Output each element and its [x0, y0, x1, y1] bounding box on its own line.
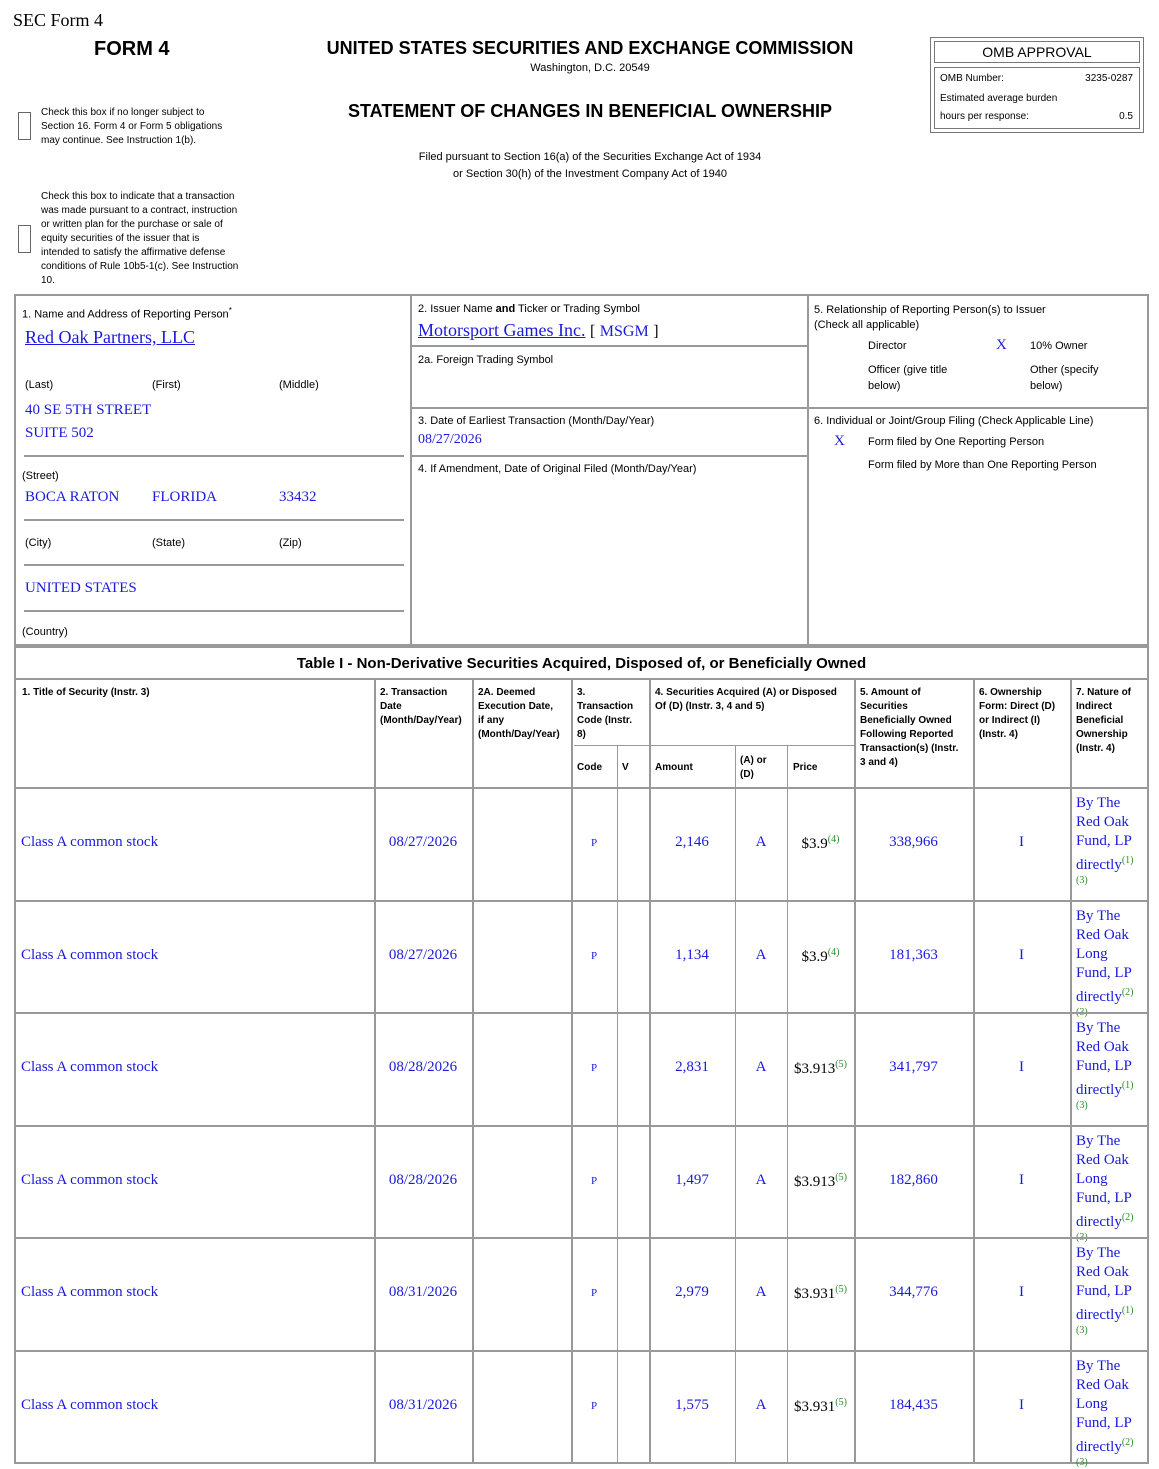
rule10b5-line: conditions of Rule 10b5-1(c). See Instruction: [41, 261, 239, 272]
table-title: Table I - Non-Derivative Securities Acquired, Disposed of, or Beneficially Owned: [296, 655, 867, 672]
col-code-subheader: Code: [577, 762, 602, 773]
nature-footnote[interactable]: (1): [1121, 855, 1134, 866]
rule: [24, 455, 404, 457]
state-label: (State): [152, 537, 186, 549]
cell-nature: [1076, 1357, 1134, 1469]
omb-number-label: OMB Number:: [940, 73, 1004, 84]
zip-label: (Zip): [279, 537, 302, 549]
reporting-person-label: 1. Name and Address of Reporting Person*: [22, 306, 232, 321]
cell-ad: A: [755, 1059, 767, 1076]
col-ad-subheader: (A) or (D): [740, 755, 767, 780]
price-footnote[interactable]: (5): [835, 1171, 847, 1183]
officer-line: Officer (give title: [868, 364, 948, 376]
section16-text: [41, 106, 222, 148]
divider: [1070, 680, 1072, 1462]
divider: [617, 745, 618, 1462]
first-label: (First): [152, 379, 181, 391]
cell-ad: A: [755, 1171, 767, 1188]
col-transaction-code-header: 3. Transaction Code (Instr. 8): [577, 687, 634, 740]
col-v-subheader: V: [622, 762, 629, 773]
col-transaction-date-header: 2. Transaction Date (Month/Day/Year): [380, 687, 462, 726]
one-person-mark: X: [834, 433, 845, 449]
bracket: ]: [653, 323, 659, 340]
row-divider: [16, 1012, 1147, 1014]
nature-last-line: [1076, 1301, 1134, 1325]
divider: [412, 455, 807, 457]
issuer-label: 2. Issuer Name and Ticker or Trading Symbol: [418, 303, 640, 315]
cell-owned: 184,435: [889, 1396, 938, 1413]
cell-nature: [1076, 1019, 1134, 1112]
issuer-name-row: [418, 320, 659, 341]
officer-line: below): [868, 380, 901, 392]
nature-line: directly: [1076, 1307, 1122, 1323]
divider: [735, 745, 736, 1462]
omb-burden-label-2: hours per response:: [940, 111, 1029, 122]
officer-label: [868, 362, 947, 394]
issuer-name-link[interactable]: Motorsport Games Inc.: [418, 320, 586, 340]
zip-value: 33432: [279, 489, 317, 505]
foreign-symbol-label: 2a. Foreign Trading Symbol: [418, 354, 554, 366]
nature-footnote[interactable]: (2): [1121, 1436, 1134, 1448]
street-line-1: 40 SE 5TH STREET: [25, 402, 152, 418]
price-footnote[interactable]: (5): [835, 1059, 847, 1071]
nature-line: Fund, LP: [1076, 833, 1132, 849]
cell-code: P: [590, 1287, 598, 1300]
row-divider: [16, 1350, 1147, 1352]
filed-pursuant: [310, 149, 870, 183]
price-value: $3.931: [794, 1398, 836, 1415]
cell-title: Class A common stock: [21, 834, 159, 851]
reporting-issuer-block: [14, 294, 1149, 646]
nature-footnote[interactable]: (3): [1076, 1100, 1088, 1111]
agency-location: Washington, D.C. 20549: [530, 62, 650, 74]
director-label: Director: [868, 340, 907, 352]
cell-owned: 181,363: [889, 946, 938, 963]
price-footnote[interactable]: (4): [827, 834, 840, 846]
row-divider: [16, 1237, 1147, 1239]
cell-form: I: [1019, 1171, 1024, 1188]
col-price-subheader: Price: [793, 762, 818, 773]
cell-ad: A: [755, 834, 767, 851]
rule: [24, 519, 404, 521]
omb-burden-row: [940, 111, 1133, 122]
rule: [24, 610, 404, 612]
omb-details: [934, 67, 1140, 129]
nature-line: directly: [1076, 1213, 1122, 1230]
cell-nature: [1076, 907, 1134, 1019]
section16-checkbox[interactable]: [18, 112, 31, 140]
cell-date: 08/28/2026: [388, 1059, 458, 1076]
nature-line: Long: [1076, 945, 1108, 962]
nature-line: Long: [1076, 1170, 1108, 1187]
city-label: (City): [25, 537, 52, 549]
divider: [16, 787, 1147, 789]
nature-footnote[interactable]: (1): [1121, 1305, 1134, 1316]
divider: [472, 680, 474, 1462]
nature-line: By The: [1076, 1357, 1121, 1374]
rule10b5-line: was made pursuant to a contract, instruction: [41, 205, 238, 216]
nature-line: Red Oak: [1076, 814, 1129, 830]
cell-amount: 1,497: [675, 1171, 709, 1188]
divider: [807, 296, 809, 644]
cell-code: P: [590, 837, 598, 850]
rule10b5-line: or written plan for the purchase or sale of: [41, 219, 223, 230]
nature-footnote[interactable]: (2): [1121, 986, 1134, 998]
rule10b5-text: [41, 190, 238, 288]
nature-last-line: [1076, 851, 1134, 875]
nature-line: directly: [1076, 988, 1122, 1005]
cell-form: I: [1019, 1284, 1024, 1301]
col-nature-header: 7. Nature of Indirect Beneficial Ownership (Instr. 4): [1076, 687, 1132, 754]
cell-code: P: [590, 949, 598, 962]
divider: [412, 407, 1149, 409]
omb-number-row: [940, 73, 1133, 84]
ten-pct-owner-mark: X: [996, 337, 1007, 353]
divider: [16, 678, 1147, 680]
cell-amount: 2,146: [675, 834, 709, 851]
cell-ad: A: [755, 1396, 767, 1413]
divider: [412, 345, 807, 347]
nature-line: Long: [1076, 1395, 1108, 1412]
country-value: UNITED STATES: [25, 580, 137, 596]
other-line: Other (specify: [1030, 364, 1099, 376]
relationship-label: [814, 303, 1046, 333]
price-footnote[interactable]: (4): [827, 946, 840, 958]
city-value: BOCA RATON: [25, 489, 120, 505]
rule10b5-checkbox[interactable]: [18, 225, 31, 253]
one-person-label: Form filed by One Reporting Person: [868, 436, 1045, 448]
omb-title: OMB APPROVAL: [934, 41, 1140, 63]
cell-price: [787, 1059, 854, 1078]
cell-owned: 341,797: [889, 1059, 938, 1076]
col-deemed-date-header: 2A. Deemed Execution Date, if any (Month/Day/Year): [478, 687, 560, 740]
rule10b5-line: intended to satisfy the affirmative defense: [41, 247, 226, 258]
nature-last-line: [1076, 1208, 1134, 1232]
nature-line: Fund, LP: [1076, 1283, 1132, 1299]
nature-line: Red Oak: [1076, 1264, 1129, 1280]
cell-form: I: [1019, 1396, 1024, 1413]
cell-amount: 1,575: [675, 1396, 709, 1413]
nature-line: directly: [1076, 1082, 1122, 1098]
cell-date: 08/28/2026: [388, 1171, 458, 1188]
nature-footnote[interactable]: (3): [1076, 1325, 1088, 1336]
cell-amount: 2,979: [675, 1284, 709, 1301]
cell-price: [787, 1284, 854, 1303]
cell-form: I: [1019, 834, 1024, 851]
ticker-link[interactable]: MSGM: [599, 323, 649, 340]
cell-date: 08/31/2026: [388, 1396, 458, 1413]
other-label: [1030, 362, 1098, 394]
omb-number-value: 3235-0287: [1085, 73, 1133, 84]
ten-pct-owner-label: 10% Owner: [1030, 340, 1088, 352]
bracket: [: [589, 323, 596, 340]
cell-date: 08/27/2026: [388, 834, 458, 851]
col-ownership-form-header: 6. Ownership Form: Direct (D) or Indirect (I) (Instr. 4): [979, 687, 1056, 740]
last-label: (Last): [25, 379, 54, 391]
agency-title: UNITED STATES SECURITIES AND EXCHANGE COMMISSION: [326, 38, 854, 58]
nature-footnote[interactable]: (2): [1121, 1211, 1134, 1223]
rule: [24, 564, 404, 566]
nature-line: Red Oak: [1076, 1376, 1129, 1393]
price-value: $3.9: [801, 836, 828, 853]
cell-amount: 2,831: [675, 1059, 709, 1076]
country-label: (Country): [22, 626, 68, 638]
nature-footnote[interactable]: (3): [1076, 1456, 1088, 1468]
middle-label: (Middle): [279, 379, 319, 391]
cell-owned: 182,860: [889, 1171, 938, 1188]
divider: [410, 296, 412, 644]
cell-form: I: [1019, 1059, 1024, 1076]
price-value: $3.9: [801, 948, 828, 965]
nature-line: Red Oak: [1076, 926, 1129, 943]
cell-date: 08/27/2026: [388, 946, 458, 963]
cell-code: P: [590, 1174, 598, 1187]
price-footnote[interactable]: (5): [835, 1396, 847, 1408]
cell-date: 08/31/2026: [388, 1284, 458, 1301]
cell-nature: [1076, 1244, 1134, 1337]
nature-line: Fund, LP: [1076, 1189, 1132, 1206]
omb-approval-box: [930, 37, 1144, 133]
cell-form: I: [1019, 946, 1024, 963]
price-value: $3.913: [794, 1173, 836, 1190]
row-divider: [16, 1125, 1147, 1127]
nature-line: Red Oak: [1076, 1151, 1129, 1168]
nature-last-line: [1076, 983, 1134, 1007]
col-amount-subheader: Amount: [655, 762, 693, 773]
table-non-derivative: [14, 646, 1149, 1468]
earliest-date-value: 08/27/2026: [418, 432, 482, 447]
reporting-person-name-link[interactable]: Red Oak Partners, LLC: [25, 327, 195, 347]
street-line-2: SUITE 502: [25, 425, 94, 441]
nature-line: By The: [1076, 1020, 1121, 1036]
cell-ad: A: [755, 1284, 767, 1301]
cell-price: [787, 947, 854, 966]
rule10b5-line: equity securities of the issuer that is: [41, 233, 200, 244]
section16-line: Check this box if no longer subject to: [41, 107, 205, 118]
nature-line: By The: [1076, 1132, 1121, 1149]
relationship-label-line: 5. Relationship of Reporting Person(s) to Issuer: [814, 304, 1046, 316]
col-title-header: 1. Title of Security (Instr. 3): [22, 687, 150, 698]
nature-last-line: [1076, 1433, 1134, 1457]
nature-line: Fund, LP: [1076, 1414, 1132, 1431]
cell-title: Class A common stock: [21, 1284, 159, 1301]
section16-line: Section 16. Form 4 or Form 5 obligations: [41, 121, 223, 132]
nature-line: By The: [1076, 795, 1121, 811]
col-amount-owned-header: 5. Amount of Securities Beneficially Owned Following Reported Transaction(s) (Instr. 3 and 4): [860, 687, 959, 768]
cell-amount: 1,134: [675, 946, 709, 963]
earliest-date-label: 3. Date of Earliest Transaction (Month/Day/Year): [418, 415, 655, 427]
nature-footnote[interactable]: (1): [1121, 1080, 1134, 1091]
street-label: (Street): [22, 470, 59, 482]
nature-line: Fund, LP: [1076, 1058, 1132, 1074]
price-value: $3.931: [794, 1286, 836, 1303]
nature-line: Fund, LP: [1076, 964, 1132, 981]
statement-title: STATEMENT OF CHANGES IN BENEFICIAL OWNERSHIP: [347, 101, 832, 121]
cell-title: Class A common stock: [21, 1171, 159, 1188]
rule10b5-line: 10.: [41, 275, 55, 286]
cell-nature: [1076, 794, 1134, 887]
cell-nature: [1076, 1132, 1134, 1244]
more-persons-label: Form filed by More than One Reporting Person: [868, 459, 1097, 471]
price-footnote[interactable]: (5): [835, 1284, 847, 1296]
cell-title: Class A common stock: [21, 1059, 159, 1076]
cell-ad: A: [755, 946, 767, 963]
cell-code: P: [590, 1062, 598, 1075]
cell-price: [787, 1397, 854, 1416]
nature-line: Red Oak: [1076, 1039, 1129, 1055]
cell-price: [787, 1172, 854, 1191]
rule10b5-line: Check this box to indicate that a transaction: [41, 191, 235, 202]
asterisk: *: [228, 306, 232, 315]
cell-title: Class A common stock: [21, 1396, 159, 1413]
omb-burden-value: 0.5: [1119, 111, 1133, 122]
filed-line-1: Filed pursuant to Section 16(a) of the Securities Exchange Act of 1934: [418, 151, 762, 163]
sec-form-label: SEC Form 4: [13, 10, 104, 30]
nature-footnote[interactable]: (3): [1076, 875, 1088, 886]
cell-title: Class A common stock: [21, 946, 159, 963]
nature-line: By The: [1076, 1245, 1121, 1261]
cell-owned: 338,966: [889, 834, 938, 851]
state-value: FLORIDA: [152, 489, 218, 505]
amendment-label: 4. If Amendment, Date of Original Filed (Month/Day/Year): [418, 463, 697, 475]
row-divider: [16, 900, 1147, 902]
col-securities-acquired-header: 4. Securities Acquired (A) or Disposed Of (D) (Instr. 3, 4 and 5): [655, 687, 837, 712]
form-number: FORM 4: [94, 38, 170, 60]
nature-last-line: [1076, 1076, 1134, 1100]
nature-line: directly: [1076, 857, 1122, 873]
cell-code: P: [590, 1399, 598, 1412]
nature-line: directly: [1076, 1438, 1122, 1455]
cell-owned: 344,776: [889, 1284, 938, 1301]
price-value: $3.913: [794, 1061, 836, 1078]
section16-line: may continue. See Instruction 1(b).: [41, 135, 197, 146]
nature-line: By The: [1076, 907, 1121, 924]
other-line: below): [1030, 380, 1063, 392]
filing-label: 6. Individual or Joint/Group Filing (Check Applicable Line): [814, 415, 1094, 427]
relationship-label-line: (Check all applicable): [814, 319, 920, 331]
filed-line-2: or Section 30(h) of the Investment Company Act of 1940: [453, 168, 727, 180]
omb-burden-label-1: Estimated average burden: [940, 93, 1058, 104]
cell-price: [787, 834, 854, 853]
